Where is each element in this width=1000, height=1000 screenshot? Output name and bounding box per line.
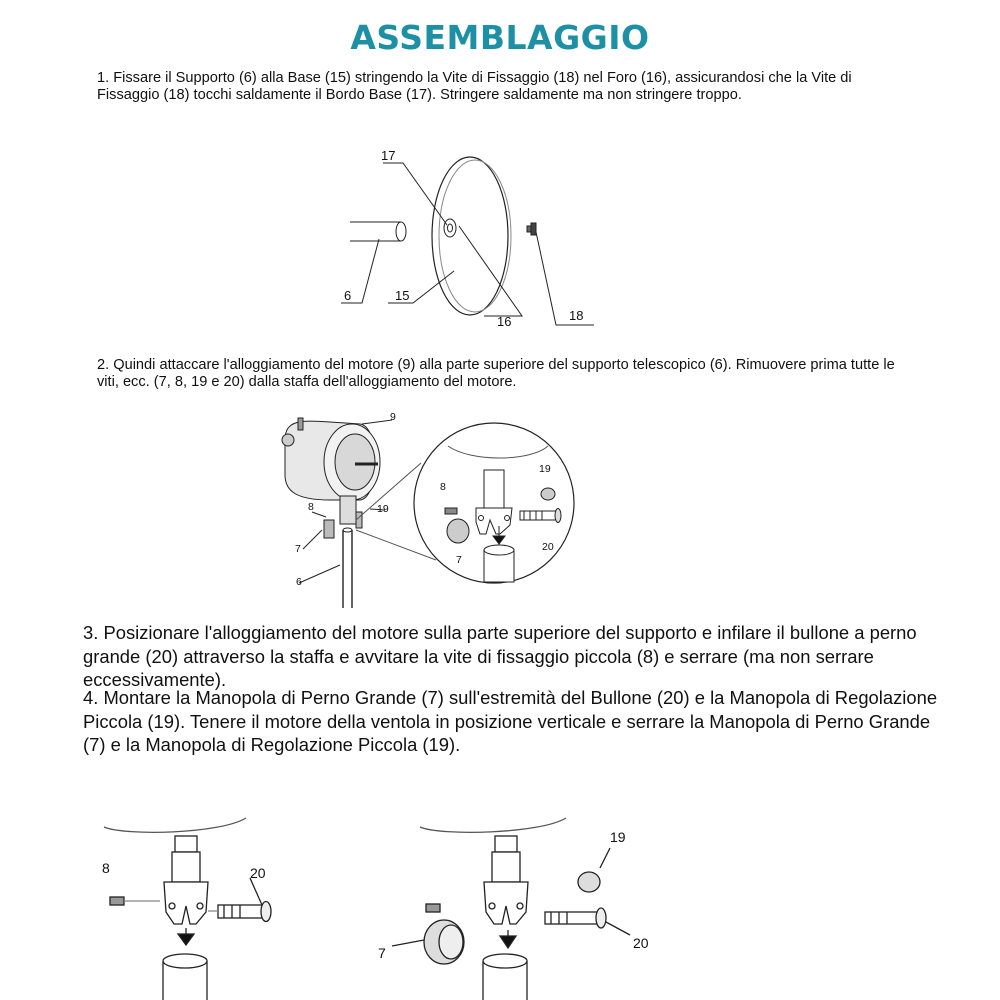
support-pole-part [350, 222, 406, 241]
figure-knob-assembly [392, 818, 630, 1000]
figure-bolt-insertion [104, 818, 271, 1000]
figure-base-assembly [341, 157, 594, 325]
label-8: 8 [102, 860, 110, 876]
label-18: 18 [569, 308, 584, 323]
label-8: 8 [308, 501, 314, 513]
label-20: 20 [633, 935, 649, 951]
label-19: 19 [610, 829, 626, 845]
zoom-label-19: 19 [539, 463, 551, 475]
step-1-text: 1. Fissare il Supporto (6) alla Base (15) stringendo la Vite di Fissaggio (18) nel Foro (16), assicurandosi che la Vite di Fissaggio (18) tocchi saldamente il Bordo Base (17). Stringere saldamente ma non stringere troppo. [97, 70, 852, 103]
step-2-text: 2. Quindi attaccare l'alloggiamento del motore (9) alla parte superiore del supporto telescopico (6). Rimuovere prima tutte le viti, ecc. (7, 8, 19 e 20) dalla staffa dell'alloggiamento del motore. [97, 357, 895, 390]
label-7: 7 [378, 945, 386, 961]
step-4-text: 4. Montare la Manopola di Perno Grande (7) sull'estremità del Bullone (20) e la Manopola di Regolazione Piccola (19). Tenere il motore della ventola in posizione verticale e serrare la Manopola di Perno Grande (7) e la Manopola di Regolazione Piccola (19). [83, 687, 938, 755]
detail-zoom-circle [414, 423, 574, 583]
base-disc-part [432, 157, 511, 315]
label-20: 20 [250, 865, 266, 881]
label-17: 17 [381, 148, 396, 163]
label-15: 15 [395, 288, 410, 303]
page-title: ASSEMBLAGGIO [350, 18, 650, 57]
label-6: 6 [344, 288, 352, 303]
motor-housing-part [282, 418, 392, 500]
zoom-label-8: 8 [440, 481, 446, 493]
fixing-screw-part [527, 223, 536, 235]
label-6: 6 [296, 576, 302, 588]
figure-motor-mounting [282, 418, 574, 608]
label-16: 16 [497, 314, 512, 329]
label-19: 19 [377, 503, 389, 515]
label-7: 7 [295, 543, 301, 555]
label-9: 9 [390, 411, 396, 423]
zoom-label-7: 7 [456, 554, 462, 566]
step-3-text: 3. Posizionare l'alloggiamento del motore sulla parte superiore del supporto e infilare il bullone a perno grande (20) attraverso la staffa e avvitare la vite di fissaggio piccola (8) e serrare (ma non serrare eccessivamente). [83, 622, 917, 690]
zoom-label-20: 20 [542, 541, 554, 553]
